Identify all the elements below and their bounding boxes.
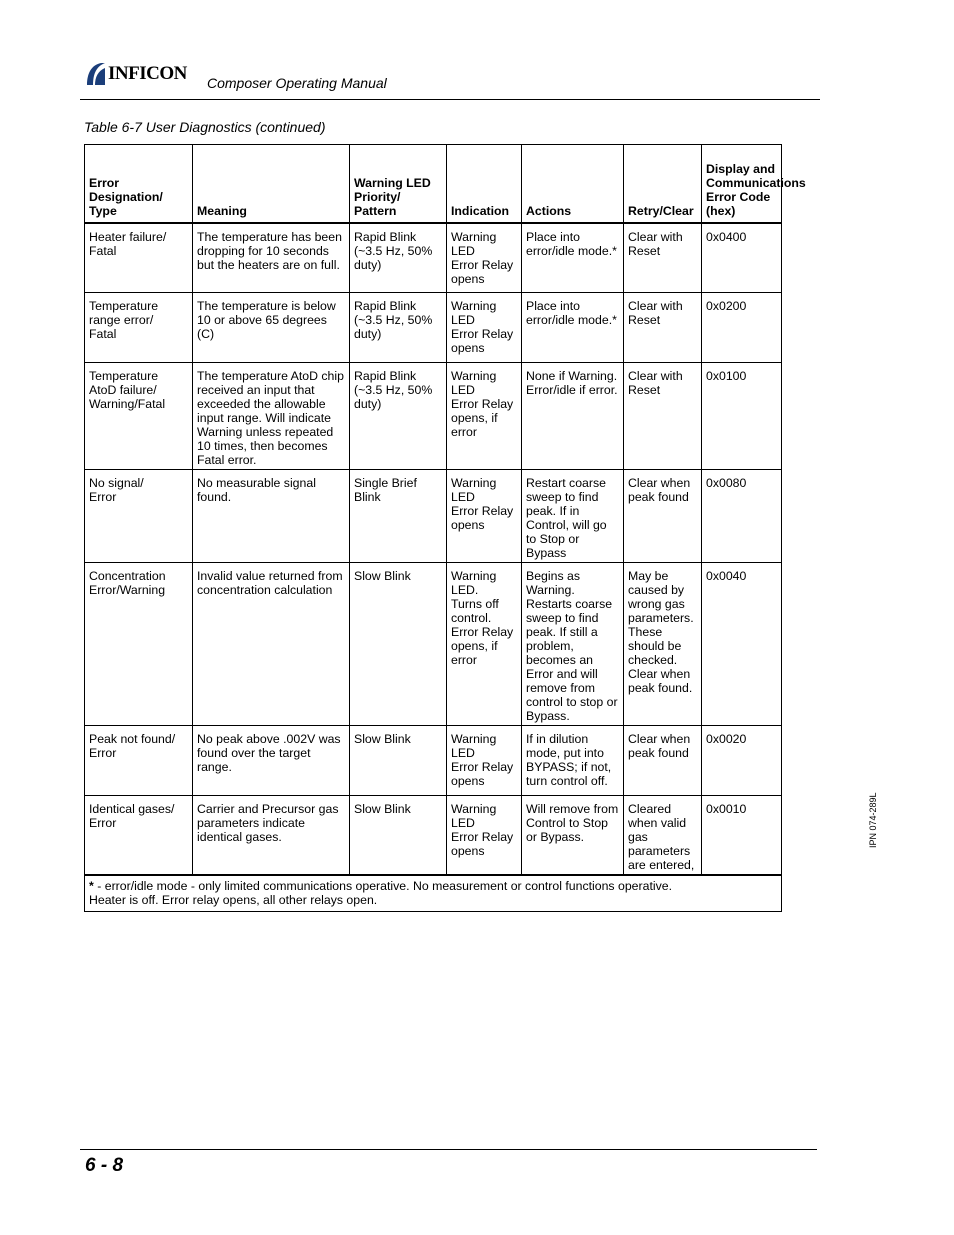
- cell-error-type: Identical gases/ Error: [85, 796, 193, 876]
- column-header-indication: Indication: [447, 145, 522, 223]
- cell-led-pattern: Single Brief Blink: [350, 470, 447, 563]
- cell-error-code: 0x0200: [702, 293, 782, 363]
- table-row: [85, 726, 782, 796]
- cell-actions: Restart coarse sweep to find peak. If in Control, will go to Stop or Bypass: [522, 470, 624, 563]
- table-row: [85, 563, 782, 726]
- table-row: [85, 470, 782, 563]
- cell-led-pattern: Slow Blink: [350, 796, 447, 876]
- cell-led-pattern: Slow Blink: [350, 726, 447, 796]
- cell-indication: Warning LED Error Relay opens: [447, 223, 522, 293]
- cell-error-type: Heater failure/ Fatal: [85, 223, 193, 293]
- column-header-error-type: Error Designation/ Type: [85, 145, 193, 223]
- cell-error-code: 0x0100: [702, 363, 782, 470]
- cell-actions: If in dilution mode, put into BYPASS; if not, turn control off.: [522, 726, 624, 796]
- table-header-row: [85, 145, 782, 223]
- cell-retry-clear: Clear when peak found: [624, 726, 702, 796]
- cell-retry-clear: May be caused by wrong gas parameters. These should be checked. Clear when peak found.: [624, 563, 702, 726]
- table-row: [85, 796, 782, 876]
- cell-actions: Begins as Warning. Restarts coarse sweep to find peak. If still a problem, becomes an Error and will remove from control to stop or Bypass.: [522, 563, 624, 726]
- cell-led-pattern: Slow Blink: [350, 563, 447, 726]
- table-caption: Table 6-7 User Diagnostics (continued): [84, 119, 326, 135]
- cell-meaning: No measurable signal found.: [193, 470, 350, 563]
- cell-error-code: 0x0400: [702, 223, 782, 293]
- cell-error-code: 0x0010: [702, 796, 782, 876]
- cell-actions: Place into error/idle mode.*: [522, 223, 624, 293]
- cell-led-pattern: Rapid Blink (~3.5 Hz, 50% duty): [350, 223, 447, 293]
- cell-retry-clear: Cleared when valid gas parameters are entered,: [624, 796, 702, 876]
- cell-indication: Warning LED Error Relay opens: [447, 796, 522, 876]
- user-diagnostics-table: [84, 144, 806, 912]
- cell-meaning: Invalid value returned from concentration calculation: [193, 563, 350, 726]
- cell-meaning: The temperature has been dropping for 10 seconds but the heaters are on full.: [193, 223, 350, 293]
- cell-meaning: Carrier and Precursor gas parameters indicate identical gases.: [193, 796, 350, 876]
- cell-meaning: The temperature is below 10 or above 65 degrees (C): [193, 293, 350, 363]
- cell-indication: Warning LED Error Relay opens: [447, 726, 522, 796]
- column-header-led-pattern: Warning LED Priority/ Pattern: [350, 145, 447, 223]
- footnote-mark: *: [89, 879, 94, 893]
- footer-divider: [80, 1149, 817, 1150]
- cell-indication: Warning LED Error Relay opens, if error: [447, 363, 522, 470]
- table-footnote-row: [85, 875, 782, 912]
- column-header-actions: Actions: [522, 145, 624, 223]
- footnote-text: - error/idle mode - only limited communications operative. No measurement or control functions operative. Heater is off. Error relay opens, all other relays open.: [89, 879, 673, 907]
- table-row: [85, 363, 782, 470]
- logo-text: INFICON: [108, 63, 187, 84]
- table-row: [85, 293, 782, 363]
- cell-error-type: Temperature range error/ Fatal: [85, 293, 193, 363]
- header-divider: [80, 99, 820, 100]
- cell-retry-clear: Clear when peak found: [624, 470, 702, 563]
- page-number: 6 - 8: [85, 1155, 124, 1176]
- cell-error-code: 0x0080: [702, 470, 782, 563]
- column-header-retry-clear: Retry/Clear: [624, 145, 702, 223]
- cell-retry-clear: Clear with Reset: [624, 363, 702, 470]
- cell-indication: Warning LED. Turns off control. Error Relay opens, if error: [447, 563, 522, 726]
- cell-meaning: No peak above .002V was found over the target range.: [193, 726, 350, 796]
- cell-led-pattern: Rapid Blink (~3.5 Hz, 50% duty): [350, 293, 447, 363]
- cell-actions: Will remove from Control to Stop or Bypass.: [522, 796, 624, 876]
- cell-retry-clear: Clear with Reset: [624, 293, 702, 363]
- manual-title: Composer Operating Manual: [207, 75, 387, 91]
- document-ipn-label: IPN 074-289L: [868, 792, 878, 848]
- cell-actions: None if Warning. Error/idle if error.: [522, 363, 624, 470]
- cell-indication: Warning LED Error Relay opens: [447, 470, 522, 563]
- cell-error-code: 0x0040: [702, 563, 782, 726]
- column-header-meaning: Meaning: [193, 145, 350, 223]
- table-footnote: [85, 875, 782, 912]
- cell-error-type: Temperature AtoD failure/ Warning/Fatal: [85, 363, 193, 470]
- cell-error-type: Concentration Error/Warning: [85, 563, 193, 726]
- cell-error-type: No signal/ Error: [85, 470, 193, 563]
- cell-retry-clear: Clear with Reset: [624, 223, 702, 293]
- inficon-logo-icon: [84, 62, 106, 86]
- table-row: [85, 223, 782, 293]
- cell-indication: Warning LED Error Relay opens: [447, 293, 522, 363]
- cell-meaning: The temperature AtoD chip received an input that exceeded the allowable input range. Will indicate Warning unless repeated 10 times, then becomes Fatal error.: [193, 363, 350, 470]
- cell-error-type: Peak not found/ Error: [85, 726, 193, 796]
- inficon-logo: [84, 62, 187, 86]
- cell-led-pattern: Rapid Blink (~3.5 Hz, 50% duty): [350, 363, 447, 470]
- cell-error-code: 0x0020: [702, 726, 782, 796]
- cell-actions: Place into error/idle mode.*: [522, 293, 624, 363]
- column-header-error-code: Display and Communications Error Code (hex): [702, 145, 782, 223]
